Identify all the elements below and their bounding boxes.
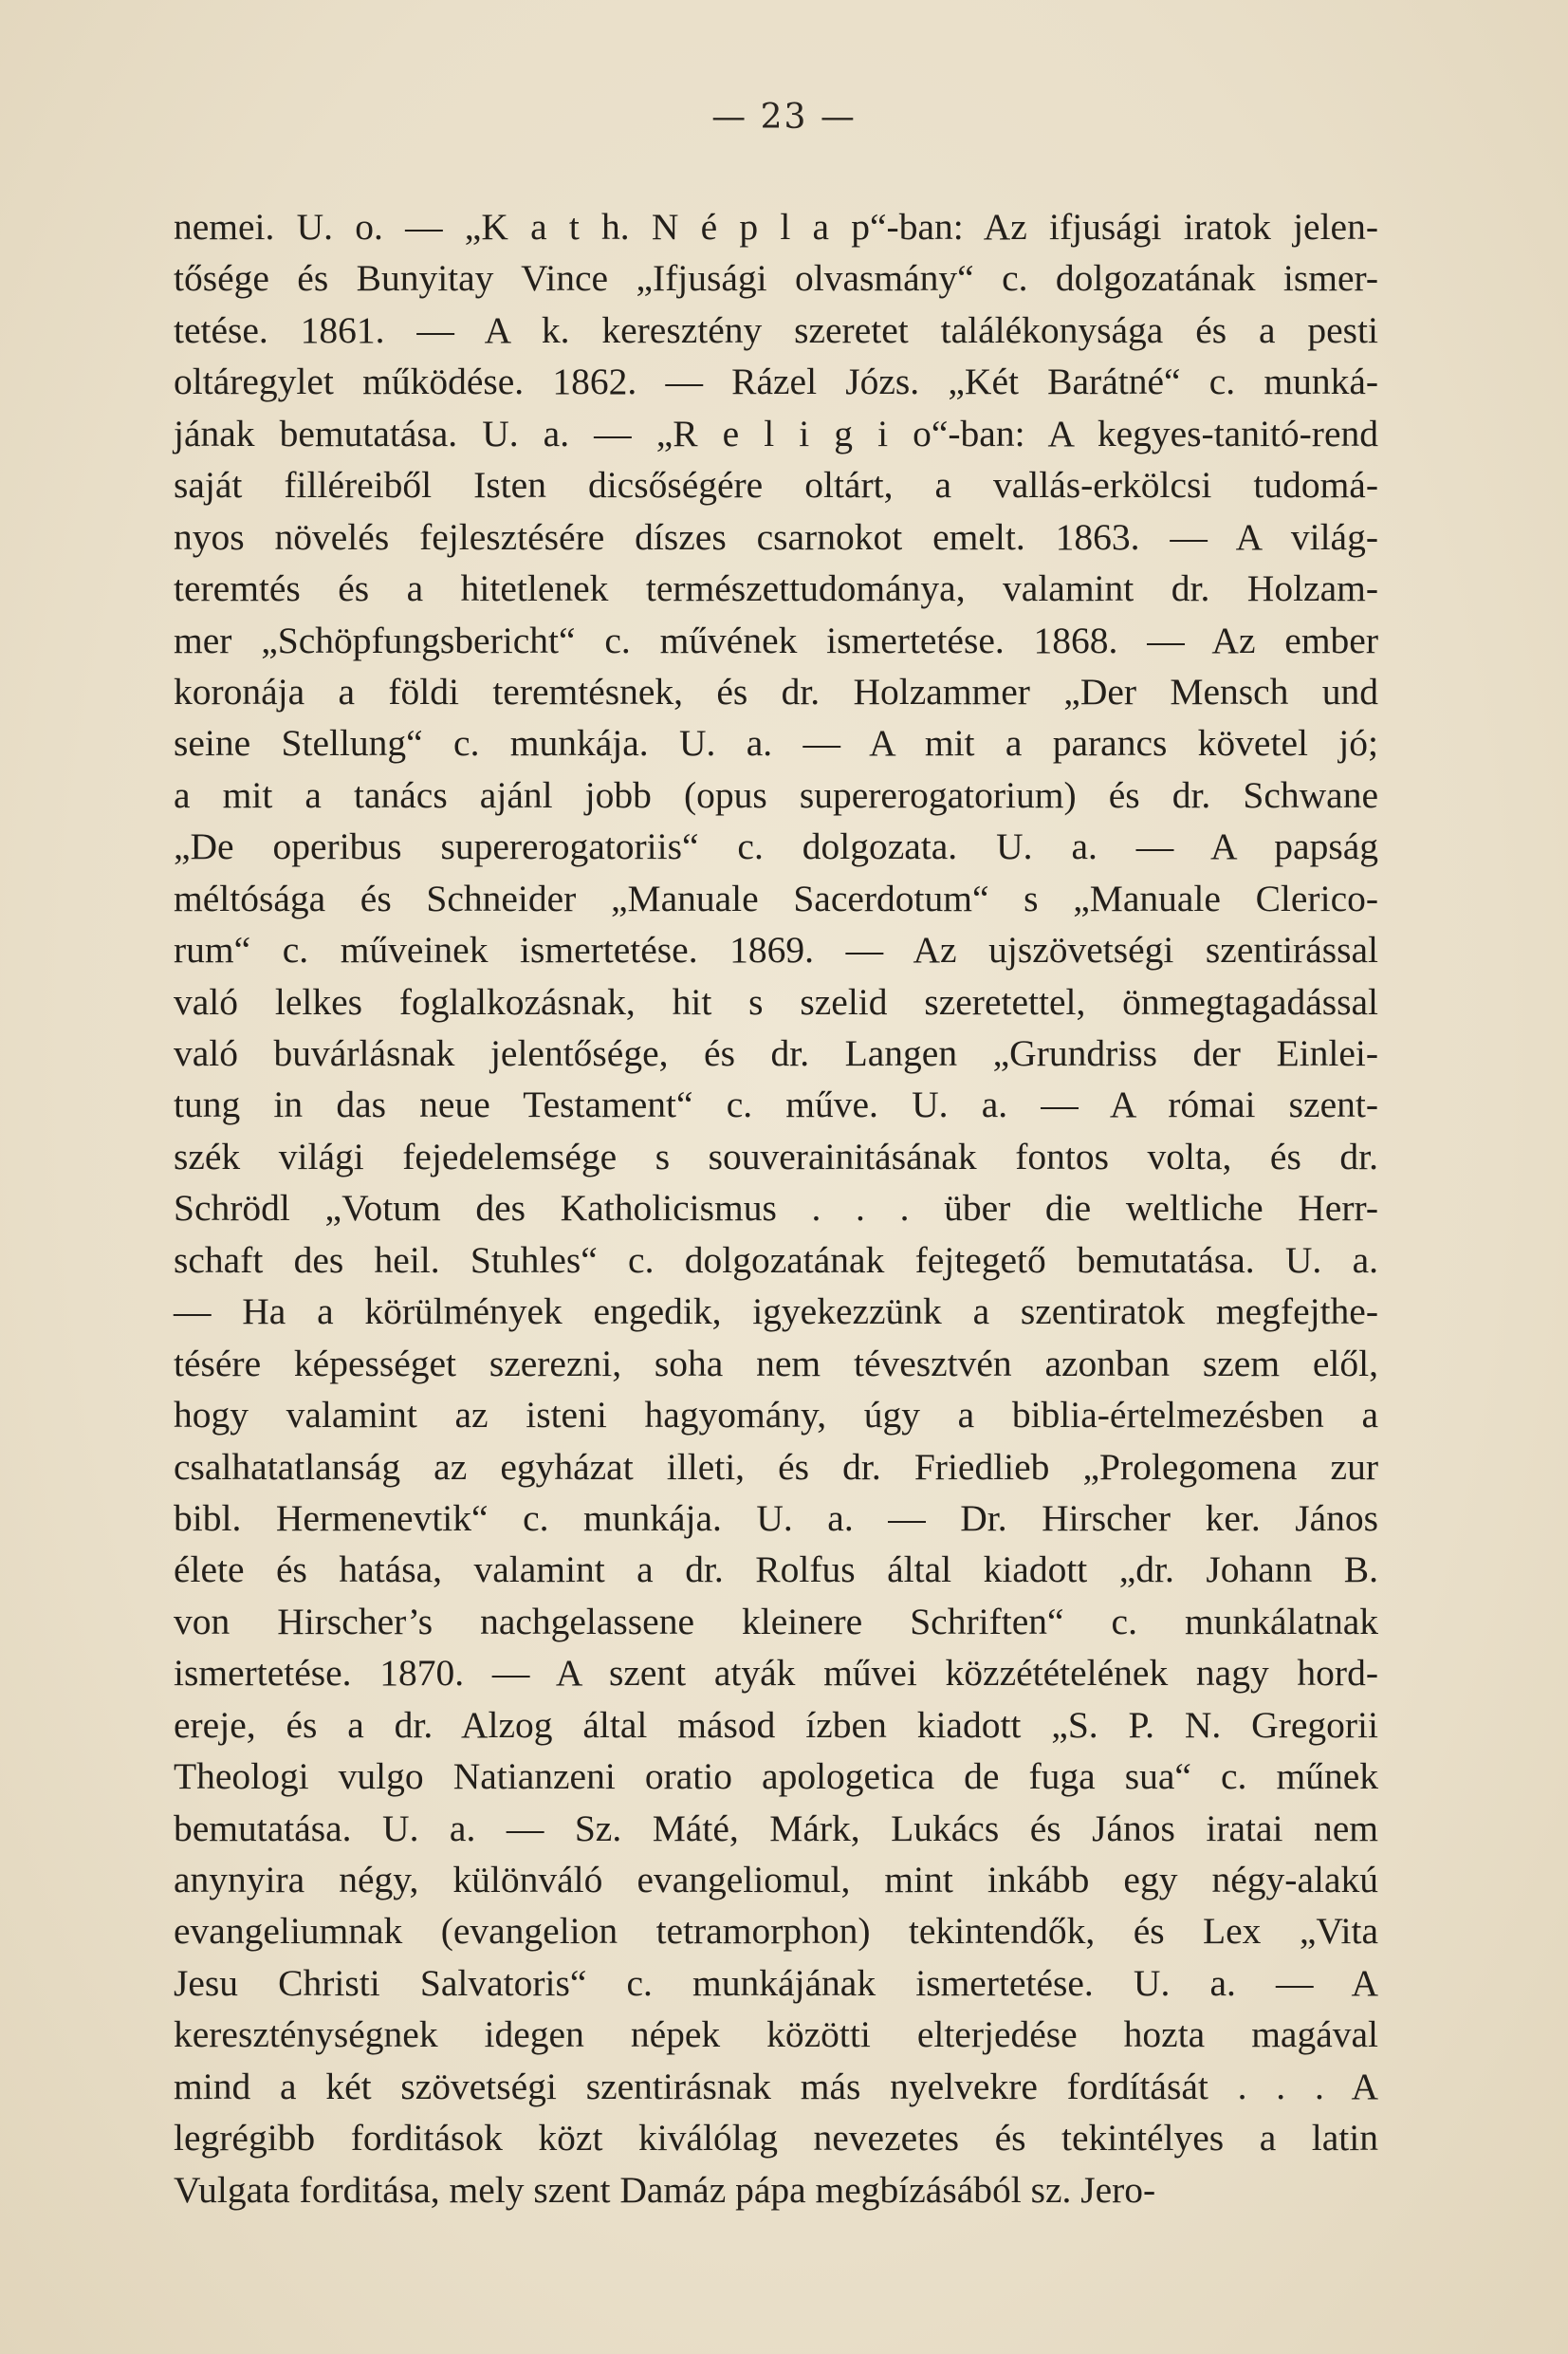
body-text [174, 201, 1378, 2215]
text-line: oltáregylet működése. 1862. — Rázel Józs. „Két Barátné“ c. munká- [174, 361, 1378, 403]
text-line: ereje, és a dr. Alzog által másod ízben kiadott „S. P. N. Gregorii [174, 1703, 1378, 1746]
text-line: a mit a tanács ajánl jobb (opus supererogatorium) és dr. Schwane [174, 773, 1378, 816]
text-line: anynyira négy, különváló evangeliomul, mint inkább egy négy-alakú [174, 1859, 1378, 1900]
text-line: bibl. Hermenevtik“ c. munkája. U. a. — Dr. Hirscher ker. János [174, 1496, 1378, 1539]
text-line: „De operibus supererogatoriis“ c. dolgozata. U. a. — A papság [174, 825, 1378, 868]
text-line: Vulgata forditása, mely szent Damáz pápa megbízásából sz. Jero- [174, 2168, 1156, 2211]
text-line: szék világi fejedelemsége s souverainitásának fontos volta, és dr. [174, 1135, 1378, 1177]
text-line: Theologi vulgo Natianzeni oratio apologetica de fuga sua“ c. műnek [174, 1755, 1378, 1798]
text-line: rum“ c. műveinek ismertetése. 1869. — Az ujszövetségi szentirással [174, 929, 1378, 972]
text-line: csalhatatlanság az egyházat illeti, és dr. Friedlieb „Prolegomena zur [174, 1445, 1378, 1488]
text-line: schaft des heil. Stuhles“ c. dolgozatának fejtegető bemutatása. U. a. [174, 1238, 1378, 1281]
text-line: saját filléreiből Isten dicsőségére oltárt, a vallás-erkölcsi tudomá- [174, 464, 1378, 507]
text-line: jának bemutatása. U. a. — „R e l i g i o“-ban: A kegyes-tanitó-rend [174, 412, 1378, 454]
text-line: élete és hatása, valamint a dr. Rolfus által kiadott „dr. Johann B. [174, 1548, 1378, 1591]
text-line: mind a két szövetségi szentirásnak más nyelvekre fordítását . . . A [174, 2065, 1378, 2107]
page-number: — 23 — [711, 98, 857, 137]
text-line: tősége és Bunyitay Vince „Ifjusági olvasmány“ c. dolgozatának ismer- [174, 257, 1378, 300]
text-line: Jesu Christi Salvatoris“ c. munkájának ismertetése. U. a. — A [174, 1961, 1378, 2004]
text-line: való buvárlásnak jelentősége, és dr. Langen „Grundriss der Einlei- [174, 1032, 1378, 1074]
text-line: tésére képességet szerezni, soha nem tévesztvén azonban szem elől, [174, 1342, 1378, 1384]
text-line: von Hirscher’s nachgelassene kleinere Schriften“ c. munkálatnak [174, 1600, 1378, 1642]
text-line: Schrödl „Votum des Katholicismus . . . über die weltliche Herr- [174, 1187, 1378, 1230]
text-line: ismertetése. 1870. — A szent atyák művei közzétételének nagy hord- [174, 1652, 1378, 1695]
text-line: nemei. U. o. — „K a t h. N é p l a p“-ban: Az ifjusági iratok jelen- [174, 206, 1378, 248]
text-line: — Ha a körülmények engedik, igyekezzünk a szentiratok megfejthe- [174, 1290, 1378, 1333]
text-line: való lelkes foglalkozásnak, hit s szelid szeretettel, önmegtagadással [174, 980, 1378, 1023]
text-line: mer „Schöpfungsbericht“ c. művének ismertetése. 1868. — Az ember [174, 619, 1378, 661]
text-line: méltósága és Schneider „Manuale Sacerdotum“ s „Manuale Clerico- [174, 877, 1378, 919]
text-line: tetése. 1861. — A k. keresztény szeretet találékonysága és a pesti [174, 308, 1378, 351]
text-line: teremtés és a hitetlenek természettudománya, valamint dr. Holzam- [174, 567, 1378, 610]
text-line: kereszténységnek idegen népek közötti elterjedése hozta magával [174, 2013, 1378, 2056]
text-line: legrégibb forditások közt kiválólag nevezetes és tekintélyes a latin [174, 2117, 1378, 2159]
text-line: koronája a földi teremtésnek, és dr. Holzammer „Der Mensch und [174, 670, 1378, 713]
text-line: seine Stellung“ c. munkája. U. a. — A mit a parancs követel jó; [174, 722, 1378, 765]
text-line: tung in das neue Testament“ c. műve. U. a. — A római szent- [174, 1084, 1378, 1126]
text-line: bemutatása. U. a. — Sz. Máté, Márk, Lukács és János iratai nem [174, 1807, 1378, 1849]
text-line: hogy valamint az isteni hagyomány, úgy a biblia-értelmezésben a [174, 1394, 1378, 1436]
text-line: nyos növelés fejlesztésére díszes csarnokot emelt. 1863. — A világ- [174, 515, 1378, 558]
text-line: evangeliumnak (evangelion tetramorphon) tekintendők, és Lex „Vita [174, 1910, 1378, 1953]
